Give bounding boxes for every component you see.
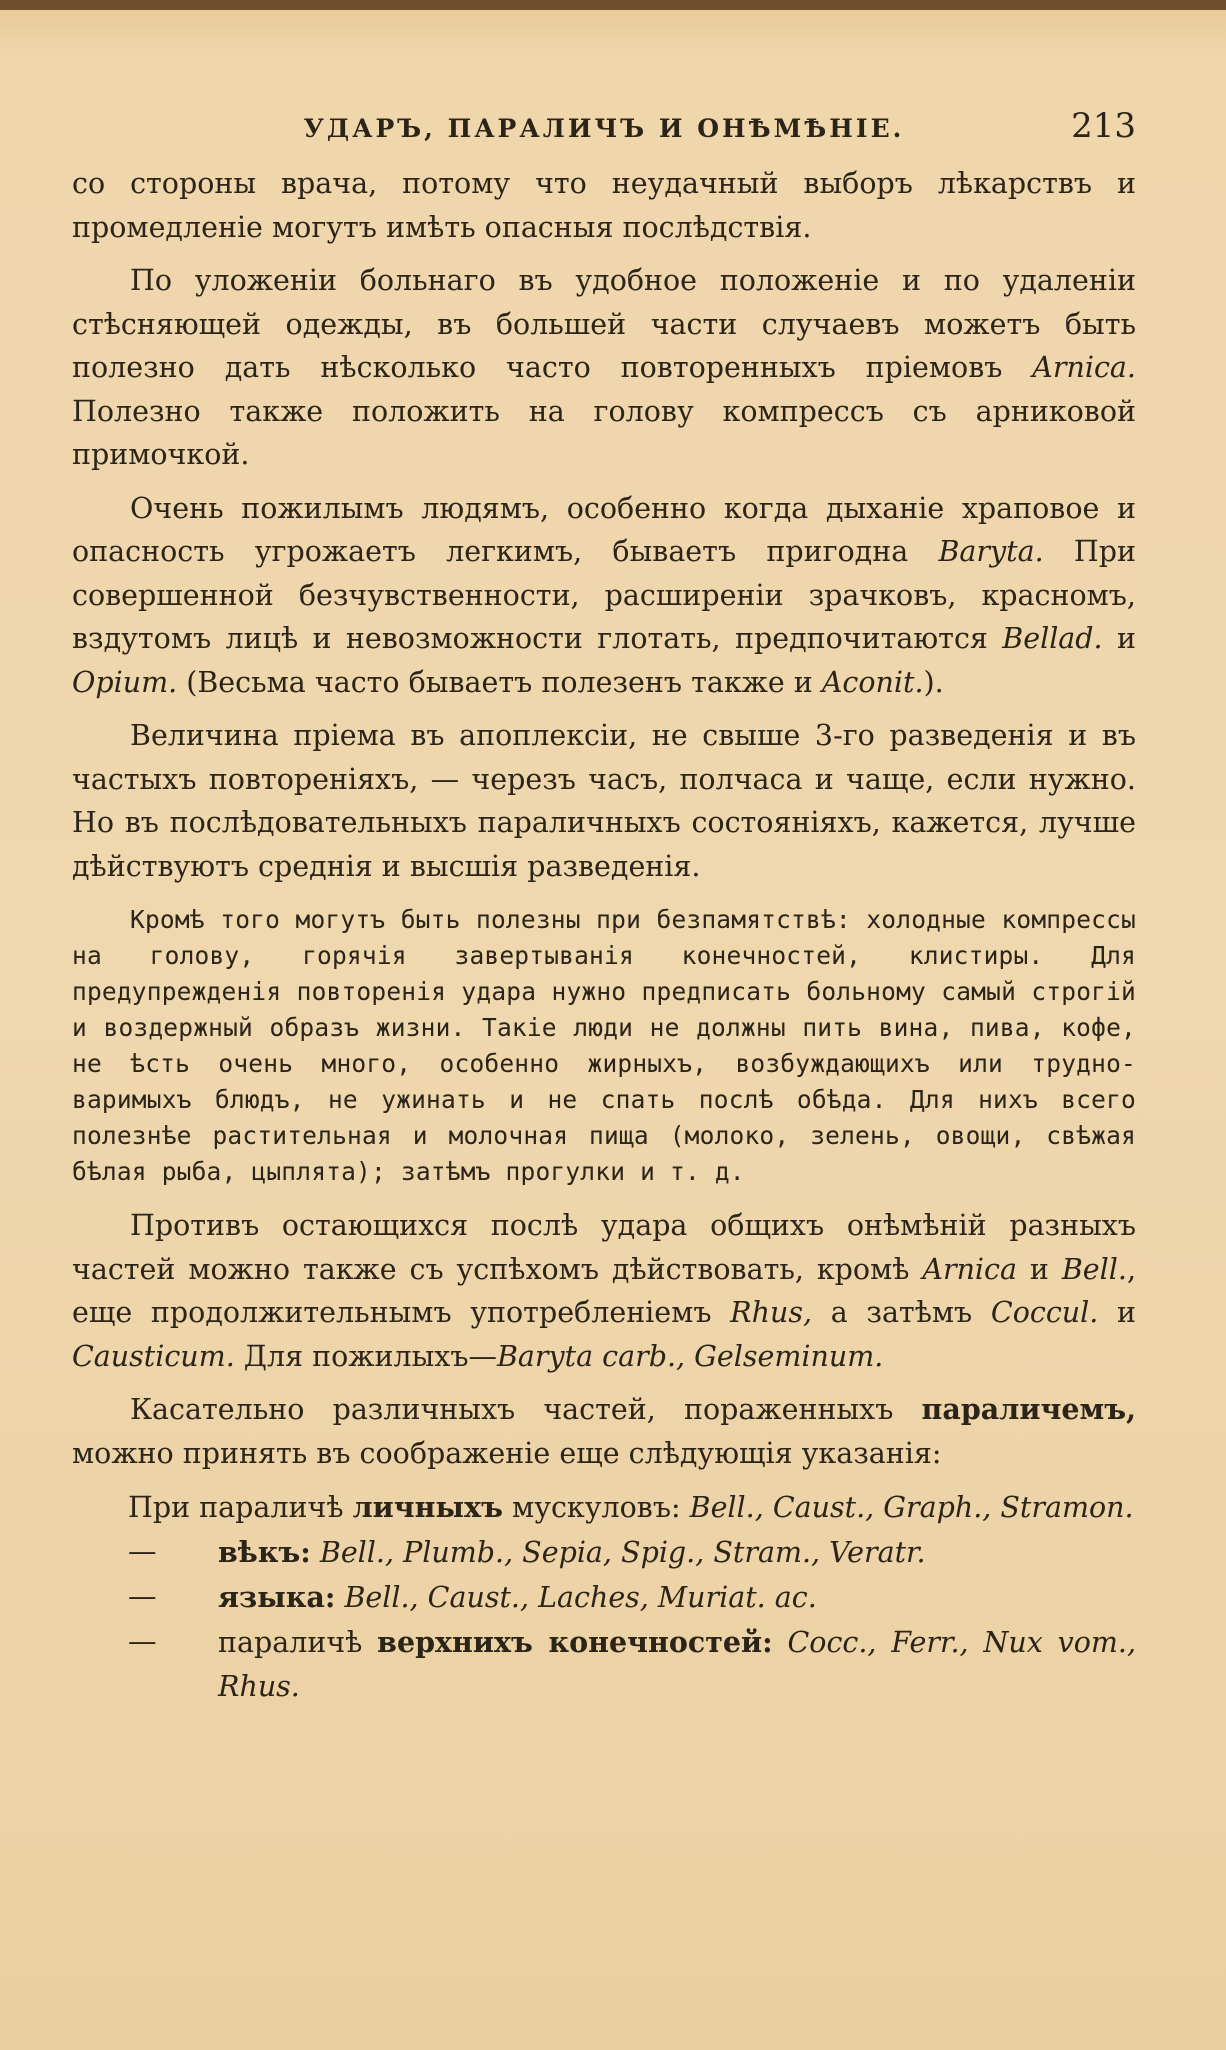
list-remedies: Bell., Caust., Graph., Stramon. (689, 1491, 1134, 1524)
remedy-name: Opium. (72, 665, 178, 699)
list-term: языка: (218, 1580, 336, 1614)
running-title: УДАРЪ, ПАРАЛИЧЪ И ОНѢМѢНІЕ. (303, 114, 905, 143)
page-number: 213 (1071, 106, 1136, 146)
remedy-name: Arnica (922, 1252, 1017, 1286)
list-remedies: Bell., Caust., Laches, Muriat. ac. (344, 1581, 817, 1614)
remedy-name: Coccul. (990, 1296, 1099, 1329)
text-run: Полезно также положить на голову компрессъ съ арниковой примочкой. (72, 394, 1136, 471)
paragraph-1: со стороны врача, потому что неудачный выборъ лѣкарствъ и промедленіе могутъ имѣть опасныя послѣдствія. (72, 167, 1136, 244)
list-dash: — (128, 1625, 157, 1658)
list-term: вѣкъ: (218, 1535, 311, 1569)
list-item (72, 1530, 1136, 1575)
list-lead: При параличѣ (128, 1491, 353, 1524)
remedy-name: Aconit. (821, 665, 924, 699)
remedy-name: Baryta. (938, 535, 1044, 568)
list-dash: — (128, 1580, 157, 1613)
remedy-name: Rhus, (730, 1296, 813, 1329)
remedy-name: Causticum. (72, 1339, 235, 1373)
remedy-name: Bell. (1061, 1252, 1127, 1286)
list-dash: — (128, 1535, 157, 1568)
list-remedies: Bell., Plumb., Sepia, Spig., Stram., Veratr. (319, 1536, 926, 1569)
text-run: Для пожилыхъ— (234, 1339, 497, 1373)
paragraph-5-small: Кромѣ того могутъ быть полезны при безпамятствѣ: холодные компрессы на голову, горячія завертыванія конечностей, клистиры. Для предупрежденія повторенія удара нужно предписать больному самый строгій и воздержный образъ жизни. Такіе люди не должны пить вина, пива, кофе, не ѣсть очень много, особенно жирныхъ, возбуждающихъ или трудно-варимыхъ блюдъ, не ужинать и не спать послѣ обѣда. Для нихъ всего полезнѣе растительная и молочная пища (молоко, зелень, овощи, свѣжая бѣлая рыба, цыплята); затѣмъ прогулки и т. д. (72, 905, 1136, 1186)
text-run: параличѣ (218, 1626, 378, 1659)
list-item (72, 1620, 1136, 1709)
text-run: а затѣмъ (812, 1296, 991, 1329)
list-item (72, 1575, 1136, 1620)
text-run (773, 1626, 788, 1659)
list-remedies: Cocc., Ferr., Nux vom., Rhus. (218, 1626, 1136, 1703)
text-run: и (1017, 1252, 1062, 1286)
text-run: можно принять въ соображеніе еще слѣдующія указанія: (72, 1436, 942, 1470)
remedy-name: Baryta carb., Gelseminum. (496, 1339, 884, 1373)
text-run: мускуловъ: (502, 1491, 690, 1524)
page-top-edge (0, 0, 1226, 10)
page-header (72, 100, 1136, 162)
list-term: верхнихъ конечностей: (377, 1625, 773, 1659)
emphasis: параличемъ, (921, 1392, 1136, 1426)
text-run: и (1102, 622, 1136, 655)
text-run (311, 1536, 320, 1569)
paralysis-list (72, 1485, 1136, 1709)
text-run: ). (923, 665, 944, 699)
text-run: Очень пожилымъ людямъ, особенно когда дыханіе храповое и опасность угрожаетъ легкимъ, бываетъ пригодна (72, 491, 1136, 568)
paragraph-2 (72, 259, 1136, 477)
text-run: Касательно различныхъ частей, пораженныхъ (130, 1393, 922, 1426)
remedy-name: Arnica. (1032, 351, 1136, 384)
text-run: По уложеніи больнаго въ удобное положеніе и по удаленіи стѣсняющей одежды, въ большей части случаевъ можетъ быть полезно дать нѣсколько часто повторенныхъ пріемовъ (72, 264, 1136, 384)
text-run: , еще продолжительнымъ употребленіемъ (72, 1252, 1137, 1329)
page-body (72, 162, 1136, 1709)
text-run: При совершенной безчувственности, расширеніи зрачковъ, красномъ, вздутомъ лицѣ и невозможности глотать, предпочитаются (72, 535, 1136, 655)
list-item (72, 1485, 1136, 1530)
text-run: и (1098, 1296, 1136, 1329)
paragraph-7 (72, 1388, 1136, 1475)
text-run: Противъ остающихся послѣ удара общихъ онѣмѣній разныхъ частей можно также съ успѣхомъ дѣйствовать, кромѣ (72, 1209, 1136, 1286)
paragraph-3 (72, 487, 1136, 705)
remedy-name: Bellad. (1002, 622, 1103, 655)
paragraph-4: Величина пріема въ апоплексіи, не свыше 3-го разведенія и въ частыхъ повтореніяхъ, — черезъ часъ, полчаса и чаще, если нужно. Но въ послѣдовательныхъ параличныхъ состояніяхъ, кажется, лучше дѣйствуютъ среднія и высшія разведенія. (72, 719, 1136, 883)
text-run: (Весьма часто бываетъ полезенъ также и (177, 665, 822, 699)
list-term: личныхъ (352, 1490, 503, 1524)
paragraph-6 (72, 1204, 1136, 1378)
